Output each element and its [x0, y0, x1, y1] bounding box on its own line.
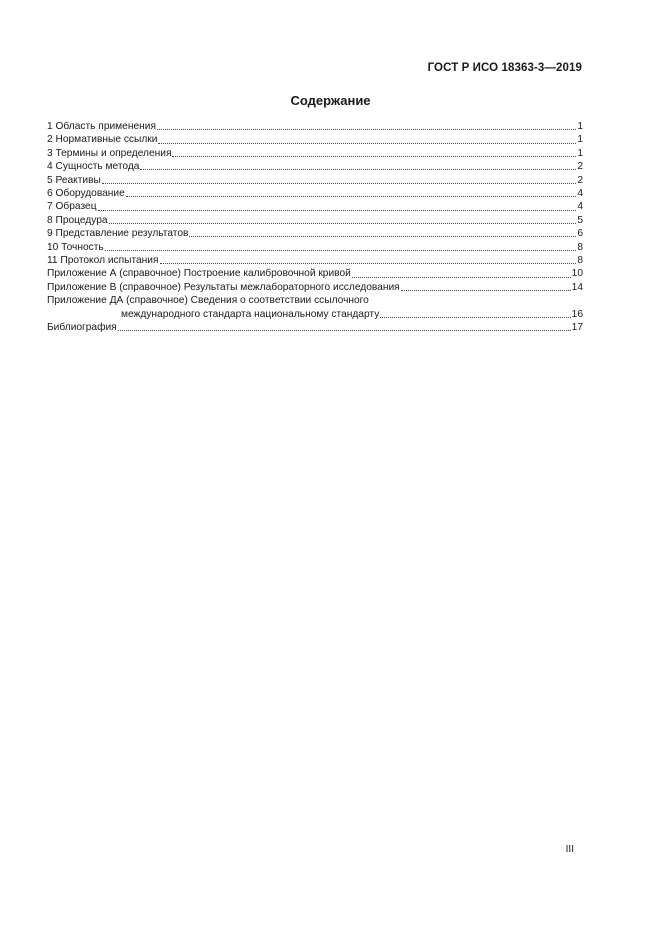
toc-entry-label: Приложение В (справочное) Результаты межлабораторного исследования [47, 281, 400, 293]
toc-title: Содержание [290, 93, 371, 108]
toc-entry-page: 10 [571, 268, 583, 280]
toc-entry-page: 1 [577, 134, 583, 146]
toc-entry-label: 11 Протокол испытания [47, 255, 159, 267]
toc-dot-leader [140, 169, 576, 170]
toc-entry[interactable] [47, 214, 583, 227]
toc-dot-leader [158, 143, 576, 144]
toc-dot-leader [118, 330, 571, 331]
toc-dot-leader [352, 277, 571, 278]
toc-entry[interactable] [47, 294, 583, 307]
toc-dot-leader [401, 290, 571, 291]
toc-entry-label: Приложение ДА (справочное) Сведения о соответствии ссылочного [47, 295, 369, 307]
toc-dot-leader [172, 156, 576, 157]
toc-dot-leader [109, 223, 577, 224]
toc-entry[interactable] [47, 120, 583, 133]
toc-entry-label: Приложение А (справочное) Построение калибровочной кривой [47, 268, 351, 280]
toc-entry-label: 4 Сущность метода [47, 161, 140, 173]
toc-entry-page: 16 [571, 308, 583, 320]
toc-entry-label: Библиография [47, 322, 117, 334]
toc-entry[interactable] [47, 241, 583, 254]
document-code: ГОСТ Р ИСО 18363-3—2019 [427, 62, 582, 74]
toc-dot-leader [98, 210, 577, 211]
toc-entry-page: 5 [577, 214, 583, 226]
toc-dot-leader [157, 129, 576, 130]
toc-entry-label: 10 Точность [47, 241, 104, 253]
toc-entry-label: 1 Область применения [47, 121, 156, 132]
toc-dot-leader [380, 317, 570, 318]
toc-entry[interactable] [47, 147, 583, 160]
toc-entry[interactable] [47, 267, 583, 280]
toc-entry-label: 7 Образец [47, 201, 97, 213]
toc-entry-page: 2 [577, 174, 583, 186]
toc-entry[interactable] [47, 133, 583, 146]
table-of-contents [47, 120, 583, 335]
toc-dot-leader [126, 196, 577, 197]
toc-entry[interactable] [47, 160, 583, 173]
toc-dot-leader [102, 183, 576, 184]
toc-entry-page: 1 [577, 121, 583, 132]
toc-entry-page: 17 [571, 322, 583, 334]
toc-entry-label: 6 Оборудование [47, 188, 125, 200]
toc-entry-page: 2 [577, 161, 583, 173]
toc-entry-page: 4 [577, 201, 583, 213]
toc-entry[interactable] [47, 308, 583, 321]
toc-entry-page: 4 [577, 188, 583, 200]
toc-entry-label: международного стандарта национальному стандарту [121, 308, 380, 320]
toc-entry[interactable] [47, 227, 583, 240]
toc-dot-leader [105, 250, 577, 251]
toc-entry[interactable] [47, 281, 583, 294]
toc-entry-page: 8 [577, 241, 583, 253]
toc-entry[interactable] [47, 254, 583, 267]
page-number: III [565, 844, 574, 855]
toc-entry-page: 14 [571, 281, 583, 293]
toc-entry-label: 3 Термины и определения [47, 147, 172, 159]
toc-entry-page: 1 [577, 147, 583, 159]
toc-entry-label: 8 Процедура [47, 214, 108, 226]
toc-entry[interactable] [47, 321, 583, 334]
toc-entry-label: 5 Реактивы [47, 174, 101, 186]
toc-entry-page: 8 [577, 255, 583, 267]
toc-entry[interactable] [47, 174, 583, 187]
toc-entry-label: 9 Представление результатов [47, 228, 189, 240]
toc-entry-page: 6 [577, 228, 583, 240]
toc-dot-leader [189, 236, 576, 237]
toc-entry-label: 2 Нормативные ссылки [47, 134, 158, 146]
toc-dot-leader [160, 263, 577, 264]
toc-entry[interactable] [47, 187, 583, 200]
toc-entry[interactable] [47, 200, 583, 213]
